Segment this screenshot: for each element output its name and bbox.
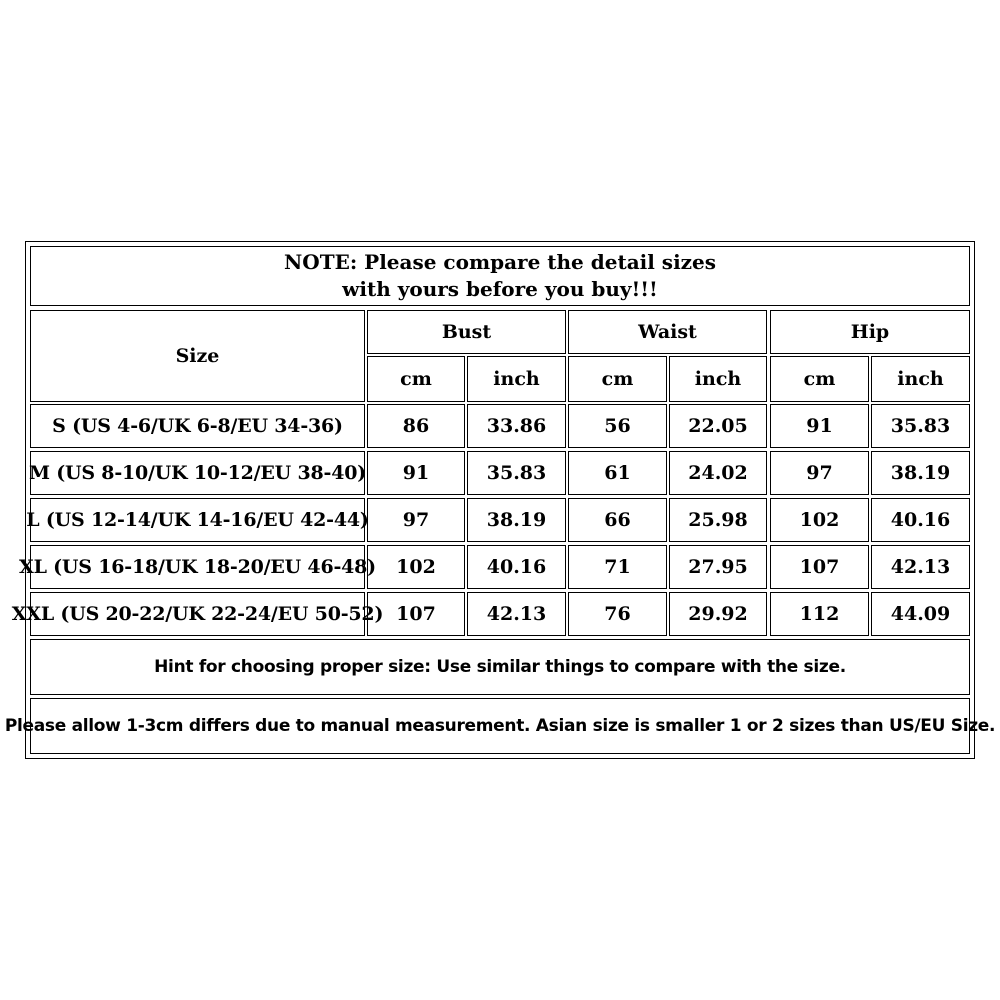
- table-cell: 35.83: [467, 451, 566, 495]
- table-cell: 61: [568, 451, 667, 495]
- table-cell: 91: [367, 451, 465, 495]
- waist-cm-header: cm: [568, 356, 667, 402]
- size-label-l: L (US 12-14/UK 14-16/EU 42-44): [30, 498, 365, 542]
- table-cell: 40.16: [467, 545, 566, 589]
- table-cell: 44.09: [871, 592, 970, 636]
- disclaimer-text: Please allow 1-3cm differs due to manual measurement. Asian size is smaller 1 or 2 sizes than US/EU Size.: [30, 698, 970, 754]
- size-label-s: S (US 4-6/UK 6-8/EU 34-36): [30, 404, 365, 448]
- table-cell: 76: [568, 592, 667, 636]
- size-label-xxl: XXL (US 20-22/UK 22-24/EU 50-52): [30, 592, 365, 636]
- table-cell: 107: [367, 592, 465, 636]
- table-cell: 71: [568, 545, 667, 589]
- hint-text: Hint for choosing proper size: Use similar things to compare with the size.: [30, 639, 970, 695]
- table-cell: 38.19: [467, 498, 566, 542]
- table-cell: 102: [770, 498, 869, 542]
- table-cell: 22.05: [669, 404, 767, 448]
- table-cell: 112: [770, 592, 869, 636]
- hip-header: Hip: [770, 310, 970, 354]
- waist-header: Waist: [568, 310, 767, 354]
- table-cell: 25.98: [669, 498, 767, 542]
- table-cell: 42.13: [871, 545, 970, 589]
- table-cell: 107: [770, 545, 869, 589]
- table-cell: 91: [770, 404, 869, 448]
- table-cell: 66: [568, 498, 667, 542]
- note-line-2: with yours before you buy!!!: [342, 277, 658, 301]
- hip-cm-header: cm: [770, 356, 869, 402]
- table-cell: 38.19: [871, 451, 970, 495]
- size-column-header: Size: [30, 310, 365, 402]
- size-label-m: M (US 8-10/UK 10-12/EU 38-40): [30, 451, 365, 495]
- size-label-xl: XL (US 16-18/UK 18-20/EU 46-48): [30, 545, 365, 589]
- table-cell: 56: [568, 404, 667, 448]
- table-cell: 35.83: [871, 404, 970, 448]
- bust-inch-header: inch: [467, 356, 566, 402]
- size-chart: [4, 241, 996, 759]
- waist-inch-header: inch: [669, 356, 767, 402]
- note-header: [30, 246, 970, 306]
- table-cell: 33.86: [467, 404, 566, 448]
- hip-inch-header: inch: [871, 356, 970, 402]
- table-cell: 40.16: [871, 498, 970, 542]
- table-cell: 102: [367, 545, 465, 589]
- table-cell: 24.02: [669, 451, 767, 495]
- table-cell: 29.92: [669, 592, 767, 636]
- table-cell: 86: [367, 404, 465, 448]
- table-cell: 27.95: [669, 545, 767, 589]
- note-line-1: NOTE: Please compare the detail sizes: [283, 250, 717, 274]
- table-cell: 97: [770, 451, 869, 495]
- bust-cm-header: cm: [367, 356, 465, 402]
- table-cell: 42.13: [467, 592, 566, 636]
- bust-header: Bust: [367, 310, 566, 354]
- table-cell: 97: [367, 498, 465, 542]
